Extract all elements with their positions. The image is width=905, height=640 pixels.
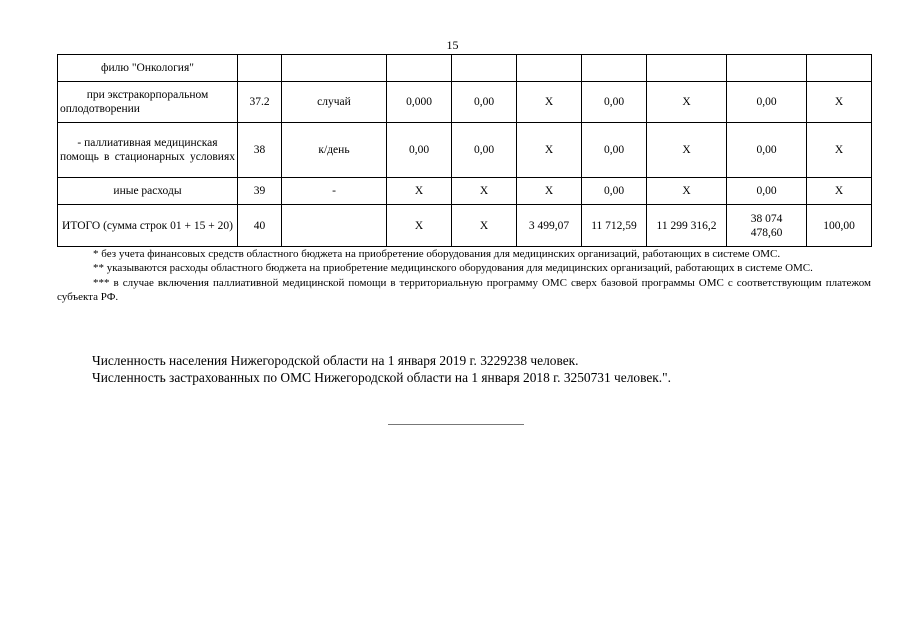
row-value: X <box>517 123 582 178</box>
row-value: 0,00 <box>452 123 517 178</box>
footnote: *** в случае включения паллиативной медицинской помощи в территориальную программу ОМС сверх базовой программы ОМС с соответствующим платежом субъекта РФ. <box>57 276 871 304</box>
row-value: X <box>517 178 582 205</box>
row-value: 0,00 <box>452 82 517 123</box>
row-unit: к/день <box>282 123 387 178</box>
row-name: филю "Онкология" <box>58 55 238 82</box>
footnotes <box>57 247 871 305</box>
row-value: 11 299 316,2 <box>647 205 727 247</box>
table-row <box>58 178 872 205</box>
row-value: 0,00 <box>387 123 452 178</box>
row-code: 37.2 <box>238 82 282 123</box>
row-value: 11 712,59 <box>582 205 647 247</box>
table-row <box>58 82 872 123</box>
row-value: X <box>647 123 727 178</box>
row-name: ИТОГО (сумма строк 01 + 15 + 20) <box>58 205 238 247</box>
row-unit: - <box>282 178 387 205</box>
row-value <box>387 55 452 82</box>
row-value <box>582 55 647 82</box>
row-value: 0,00 <box>727 123 807 178</box>
row-value: X <box>647 178 727 205</box>
row-value <box>452 55 517 82</box>
row-unit <box>282 205 387 247</box>
row-value: 0,00 <box>582 123 647 178</box>
footnote: ** указываются расходы областного бюджета на приобретение медицинского оборудования для медицинских организаций, работающих в системе ОМС. <box>93 262 813 275</box>
table-row <box>58 55 872 82</box>
separator-line <box>388 424 524 425</box>
row-name: при экстракорпоральном оплодотворении <box>58 82 238 123</box>
row-value <box>647 55 727 82</box>
row-value: X <box>517 82 582 123</box>
row-value <box>727 55 807 82</box>
row-value: X <box>807 82 872 123</box>
row-value: 3 499,07 <box>517 205 582 247</box>
row-value: 0,000 <box>387 82 452 123</box>
row-value: X <box>807 178 872 205</box>
row-value: X <box>807 123 872 178</box>
population-text: Численность населения Нижегородской области на 1 января 2019 г. 3229238 человек. <box>92 353 579 368</box>
row-value: 0,00 <box>582 178 647 205</box>
table-row <box>58 123 872 178</box>
row-value: 38 074 478,60 <box>727 205 807 247</box>
row-value: X <box>452 178 517 205</box>
row-value: 0,00 <box>582 82 647 123</box>
row-unit: случай <box>282 82 387 123</box>
row-code: 40 <box>238 205 282 247</box>
row-value: X <box>387 205 452 247</box>
insured-text: Численность застрахованных по ОМС Нижегородской области на 1 января 2018 г. 3250731 человек.". <box>92 370 671 385</box>
row-value: 0,00 <box>727 82 807 123</box>
row-value <box>807 55 872 82</box>
row-value: X <box>647 82 727 123</box>
row-value: X <box>452 205 517 247</box>
row-name: - паллиативная медицинская помощь в стационарных условиях <box>58 123 238 178</box>
row-value <box>517 55 582 82</box>
page-number: 15 <box>446 38 459 52</box>
row-value: 100,00 <box>807 205 872 247</box>
table-row <box>58 205 872 247</box>
row-name: иные расходы <box>58 178 238 205</box>
row-value: X <box>387 178 452 205</box>
row-code: 38 <box>238 123 282 178</box>
omc-cost-table <box>57 54 872 247</box>
footnote: * без учета финансовых средств областного бюджета на приобретение оборудования для медицинских организаций, работающих в системе ОМС. <box>93 248 781 260</box>
row-code <box>238 55 282 82</box>
row-code: 39 <box>238 178 282 205</box>
row-value: 0,00 <box>727 178 807 205</box>
row-unit <box>282 55 387 82</box>
